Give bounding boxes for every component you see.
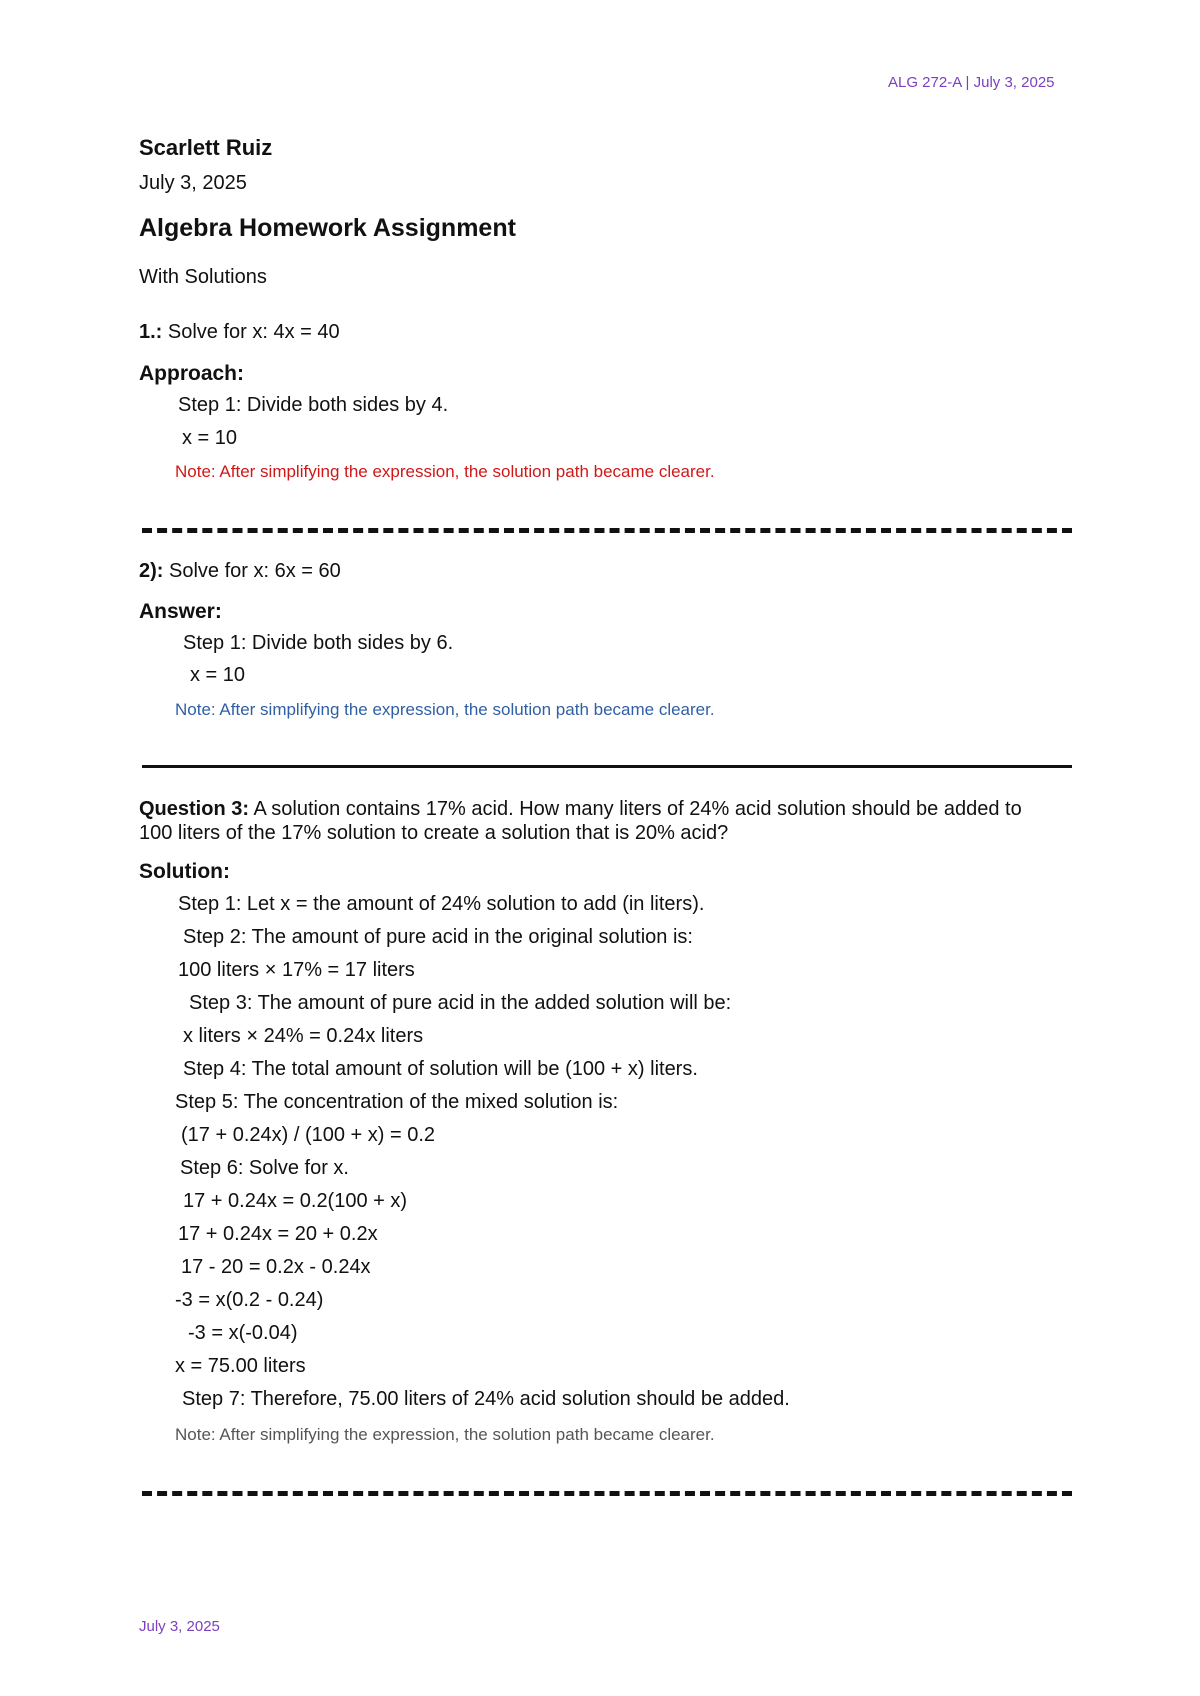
problem-2-section-label: Answer: [139, 600, 222, 623]
problem-3-step-4: Step 3: The amount of pure acid in the added solution will be: [189, 992, 732, 1014]
page-title: Algebra Homework Assignment [139, 214, 516, 242]
problem-3-step-9: Step 6: Solve for x. [180, 1157, 349, 1179]
problem-3-step-12: 17 - 20 = 0.2x - 0.24x [181, 1256, 371, 1278]
problem-1-note: Note: After simplifying the expression, the solution path became clearer. [175, 462, 715, 481]
problem-3-step-13: -3 = x(0.2 - 0.24) [175, 1289, 324, 1311]
problem-2-question [139, 560, 341, 583]
problem-1-question [139, 321, 340, 344]
problem-3-note: Note: After simplifying the expression, the solution path became clearer. [175, 1425, 715, 1444]
divider [142, 765, 1072, 768]
problem-1-label: 1.: [139, 321, 163, 343]
divider [142, 1491, 1072, 1496]
problem-2-step-1: Step 1: Divide both sides by 6. [183, 632, 454, 654]
problem-3-step-3: 100 liters × 17% = 17 liters [178, 959, 415, 981]
problem-3-label: Question 3: [139, 798, 250, 820]
problem-1-text: Solve for x: 4x = 40 [162, 321, 340, 343]
problem-3-step-1: Step 1: Let x = the amount of 24% solution to add (in liters). [178, 893, 705, 915]
problem-1-step-1: Step 1: Divide both sides by 4. [178, 394, 449, 416]
problem-3-step-15: x = 75.00 liters [175, 1355, 306, 1377]
divider [142, 528, 1072, 533]
problem-1-section-label: Approach: [139, 362, 244, 385]
page-subtitle: With Solutions [139, 266, 267, 288]
problem-3-section-label: Solution: [139, 860, 230, 883]
problem-2-label: 2): [139, 560, 164, 582]
problem-3-step-14: -3 = x(-0.04) [188, 1322, 298, 1344]
problem-2-note: Note: After simplifying the expression, the solution path became clearer. [175, 700, 715, 719]
problem-2-step-2: x = 10 [190, 664, 246, 686]
student-name: Scarlett Ruiz [139, 135, 273, 160]
page-footer: July 3, 2025 [139, 1618, 220, 1635]
problem-2-text: Solve for x: 6x = 60 [163, 560, 341, 582]
student-date: July 3, 2025 [139, 172, 247, 194]
problem-3-step-16: Step 7: Therefore, 75.00 liters of 24% acid solution should be added. [182, 1388, 790, 1410]
problem-3-text: A solution contains 17% acid. How many liters of 24% acid solution should be added to 100 liters of the 17% solution to create a solution that is 20% acid? [139, 798, 1022, 844]
problem-3-step-6: Step 4: The total amount of solution will be (100 + x) liters. [183, 1058, 698, 1080]
problem-3-step-7: Step 5: The concentration of the mixed solution is: [175, 1091, 619, 1113]
problem-1-step-2: x = 10 [182, 427, 238, 449]
problem-3-step-8: (17 + 0.24x) / (100 + x) = 0.2 [181, 1124, 436, 1146]
problem-3-step-10: 17 + 0.24x = 0.2(100 + x) [183, 1190, 408, 1212]
problem-3-step-11: 17 + 0.24x = 20 + 0.2x [178, 1223, 378, 1245]
page-header: ALG 272-A | July 3, 2025 [888, 74, 1055, 91]
problem-3-step-2: Step 2: The amount of pure acid in the original solution is: [183, 926, 693, 948]
problem-3-step-5: x liters × 24% = 0.24x liters [183, 1025, 424, 1047]
problem-3-question [139, 797, 1039, 845]
